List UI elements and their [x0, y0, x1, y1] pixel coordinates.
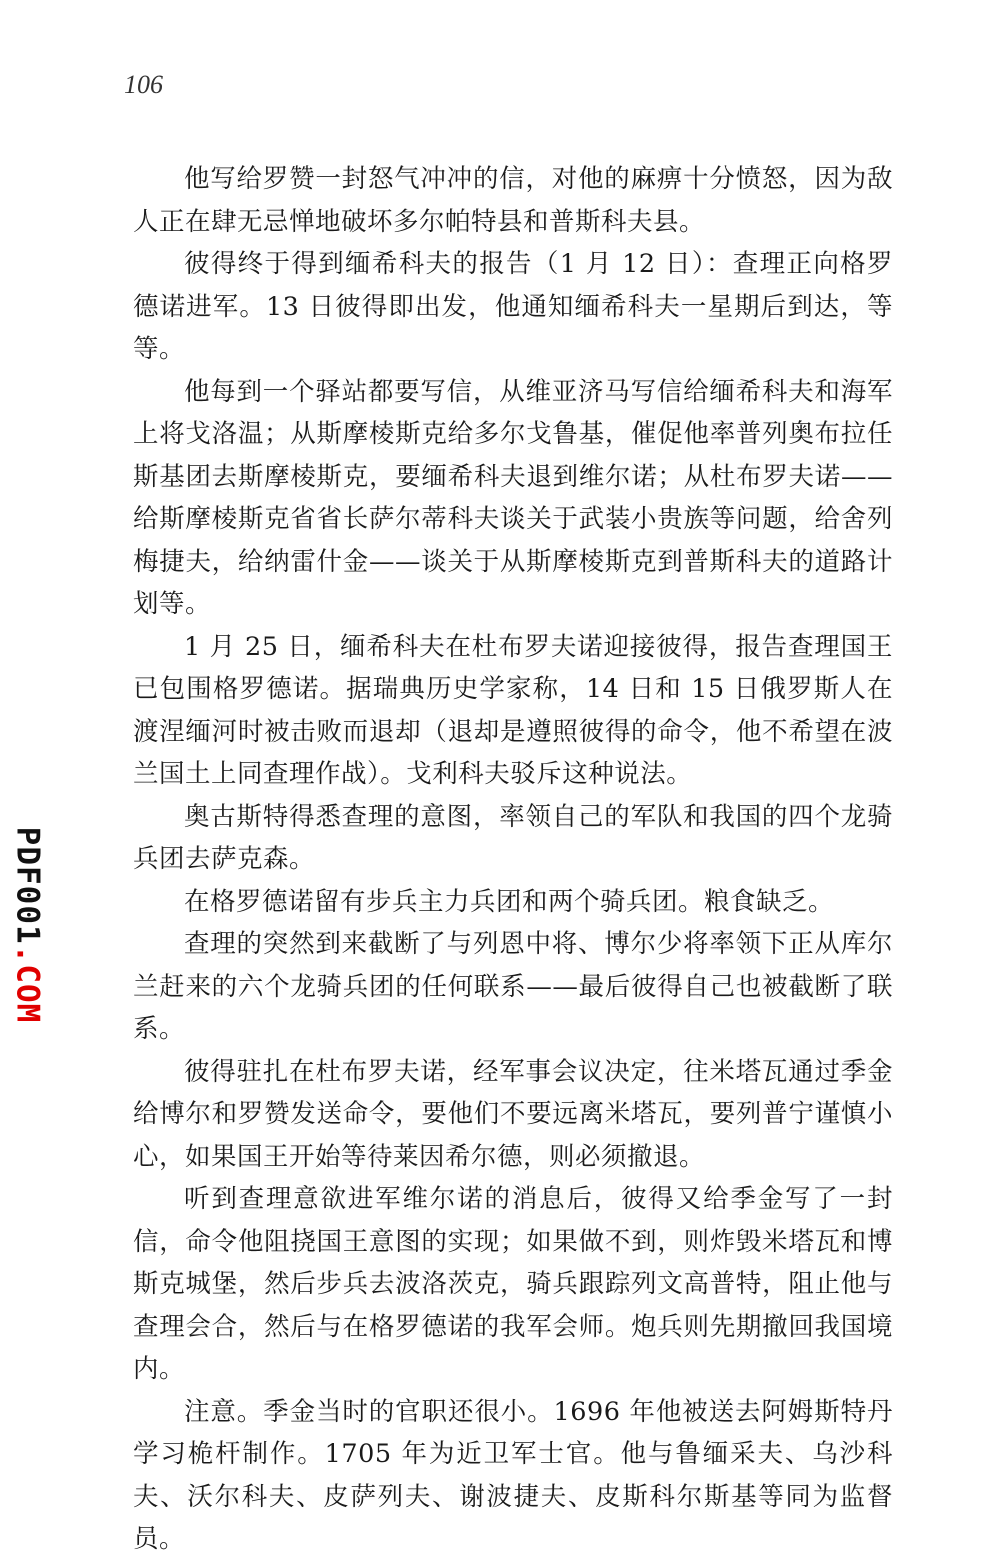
watermark-logo: [2, 826, 52, 1024]
paragraph: 彼得终于得到缅希科夫的报告（1 月 12 日）：查理正向格罗德诺进军。13 日彼得即出发，他通知缅希科夫一星期后到达，等等。: [133, 249, 893, 364]
paragraph: 奥古斯特得悉查理的意图，率领自己的军队和我国的四个龙骑兵团去萨克森。: [133, 801, 893, 874]
paragraph: 注意。季金当时的官职还很小。1696 年他被送去阿姆斯特丹学习桅杆制作。1705 年为近卫军士官。他与鲁缅采夫、乌沙科夫、沃尔科夫、皮萨列夫、谢波捷夫、皮斯科尔斯基等同为监督员。: [133, 1396, 893, 1554]
watermark-part2: .COM: [9, 944, 46, 1024]
body-text: [133, 158, 893, 1561]
paragraph: 彼得驻扎在杜布罗夫诺，经军事会议决定，往米塔瓦通过季金给博尔和罗赞发送命令，要他们不要远离米塔瓦，要列普宁谨慎小心，如果国王开始等待莱因希尔德，则必须撤退。: [133, 1056, 893, 1172]
paragraph: 他写给罗赞一封怒气冲冲的信，对他的麻痹十分愤怒，因为敌人正在肆无忌惮地破坏多尔帕特县和普斯科夫县。: [133, 164, 893, 237]
page-number: 106: [124, 70, 163, 99]
watermark-part1: PDF001: [9, 826, 46, 945]
paragraph: 查理的突然到来截断了与列恩中将、博尔少将率领下正从库尔兰赶来的六个龙骑兵团的任何联系——最后彼得自己也被截断了联系。: [133, 929, 893, 1044]
paragraph: 他每到一个驿站都要写信，从维亚济马写信给缅希科夫和海军上将戈洛温；从斯摩棱斯克给多尔戈鲁基，催促他率普列奥布拉任斯基团去斯摩棱斯克，要缅希科夫退到维尔诺；从杜布罗夫诺——给斯摩棱斯克省省长萨尔蒂科夫谈关于武装小贵族等问题，给舍列梅捷夫，给纳雷什金——谈关于从斯摩棱斯克到普斯科夫的道路计划等。: [133, 376, 893, 619]
paragraph: 在格罗德诺留有步兵主力兵团和两个骑兵团。粮食缺乏。: [184, 886, 835, 917]
paragraph: 听到查理意欲进军维尔诺的消息后，彼得又给季金写了一封信，命令他阻挠国王意图的实现；如果做不到，则炸毁米塔瓦和博斯克城堡，然后步兵去波洛茨克，骑兵跟踪列文高普特，阻止他与查理会合，然后与在格罗德诺的我军会师。炮兵则先期撤回我国境内。: [133, 1184, 893, 1384]
paragraph: 1 月 25 日，缅希科夫在杜布罗夫诺迎接彼得，报告查理国王已包围格罗德诺。据瑞典历史学家称，14 日和 15 日俄罗斯人在渡涅缅河时被击败而退却（退却是遵照彼得的命令，他不希望在波兰国土上同查理作战）。戈利科夫驳斥这种说法。: [133, 631, 893, 789]
